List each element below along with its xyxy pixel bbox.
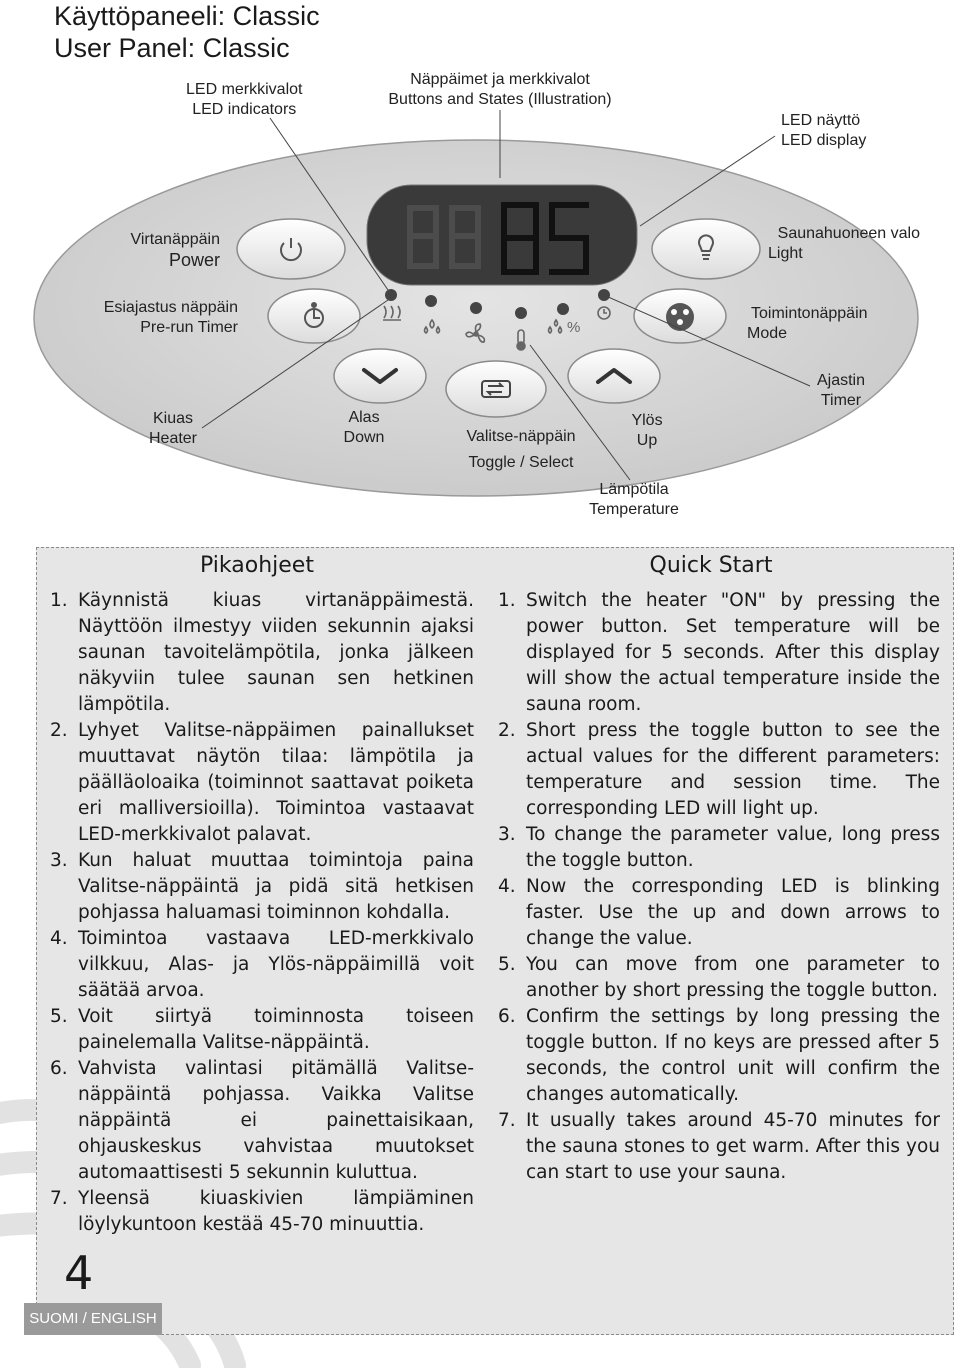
power-button[interactable]: [237, 219, 345, 279]
callout-prerun: Esiajastus näppäin Pre-run Timer: [103, 299, 238, 336]
led-fan: [470, 302, 482, 314]
callout-temperature: Lämpötila Temperature: [589, 481, 679, 518]
language-tag: SUOMI / ENGLISH: [24, 1303, 162, 1335]
callout-mode: Toimintonäppäin Mode: [747, 305, 868, 342]
callout-down: Alas Down: [343, 409, 385, 446]
list-item: 5. Voit siirtyä toiminnosta toiseen painelemalla Valitse-näppäintä.: [50, 1006, 474, 1053]
light-button[interactable]: [652, 219, 760, 279]
list-item: 4. Toimintoa vastaava LED-merkkivalo vilkkuu, Alas- ja Ylös-näppäimillä voit säätää arvoa.: [50, 928, 474, 1001]
callout-buttons-states: Näppäimet ja merkkivalot Buttons and States (Illustration): [388, 71, 612, 108]
list-item: 5. You can move from one parameter to another by short pressing the toggle button.: [498, 954, 940, 1001]
list-item: 3. To change the parameter value, long press the toggle button.: [498, 824, 940, 871]
led-heater: [385, 289, 397, 301]
page-number: 4: [64, 1246, 94, 1300]
callout-timer: Ajastin Timer: [816, 372, 866, 409]
callout-led-indicators: LED merkkivalot LED indicators: [186, 81, 303, 118]
list-item: 2. Lyhyet Valitse-näppäimen painallukset muuttavat näytön tilaa: lämpötila ja päälläoloaika (toiminnot saattavat poiketa eri malliversioilla). Toimintoa vastaavat LED-merkkivalot palavat.: [50, 720, 474, 845]
callout-toggle: Valitse-näppäin Toggle / Select: [466, 428, 576, 471]
callout-heater: Kiuas Heater: [148, 410, 198, 447]
percent-symbol: %: [567, 319, 581, 336]
quick-start-en-title: Quick Start: [649, 553, 773, 578]
quick-start-en-list: [498, 588, 940, 1186]
title-en: User Panel: Classic: [54, 33, 290, 63]
toggle-button[interactable]: [446, 361, 546, 417]
mode-icon: [666, 303, 694, 331]
down-button[interactable]: [334, 349, 426, 403]
title-fi: Käyttöpaneeli: Classic: [54, 1, 320, 31]
led-humidity: [425, 295, 437, 307]
led-temperature: [515, 307, 527, 319]
list-item: 6. Vahvista valintasi pitämällä Valitse-näppäintä pohjassa. Vaikka Valitse näppäintä ei painettaisikaan, ohjauskeskus vahvistaa muutokset automaattisesti 5 sekunnin kuluttua.: [50, 1058, 474, 1183]
list-item: 2. Short press the toggle button to see the actual values for the different parameters: temperature and session time. The corresponding LED will light up.: [498, 720, 940, 819]
prerun-timer-button[interactable]: [268, 289, 360, 343]
list-item: 7. Yleensä kiuaskivien lämpiäminen löylykuntoon kestää 45-70 minuuttia.: [50, 1188, 474, 1235]
mode-button[interactable]: [634, 289, 726, 343]
up-button[interactable]: [568, 349, 660, 403]
list-item: 1. Käynnistä kiuas virtanäppäimestä. Näyttöön ilmestyy viiden sekunnin ajaksi saunan tavoitelämpötila, jonka jälkeen näkyviin tulee saunan sen hetkinen lämpötila.: [50, 590, 474, 715]
callout-power: Virtanäppäin Power: [130, 231, 220, 270]
list-item: 7. It usually takes around 45-70 minutes for the sauna stones to get warm. After this you can start to use your sauna.: [498, 1110, 940, 1183]
list-item: 4. Now the corresponding LED is blinking faster. Use the up and down arrows to change the value.: [498, 876, 940, 949]
list-item: 3. Kun haluat muuttaa toimintoja paina Valitse-näppäintä ja pidä sitä hetkisen pohjassa haluamasi toiminnon kohdalla.: [50, 850, 474, 923]
callout-light: Saunahuoneen valo Light: [768, 225, 920, 262]
callout-up: Ylös Up: [631, 412, 663, 449]
list-item: 6. Confirm the settings by long pressing the toggle button. If no keys are pressed after 5 seconds, the control unit will confirm the changes automatically.: [498, 1006, 940, 1105]
quick-start-fi-title: Pikaohjeet: [200, 553, 314, 578]
led-timer: [598, 289, 610, 301]
callout-led-display: LED näyttö LED display: [781, 112, 867, 149]
led-percent: [557, 303, 569, 315]
quick-start-fi-list: [50, 588, 474, 1238]
list-item: 1. Switch the heater "ON" by pressing the power button. Set temperature will be displayed for 5 seconds. After this display will show the actual temperature inside the sauna room.: [498, 590, 940, 715]
